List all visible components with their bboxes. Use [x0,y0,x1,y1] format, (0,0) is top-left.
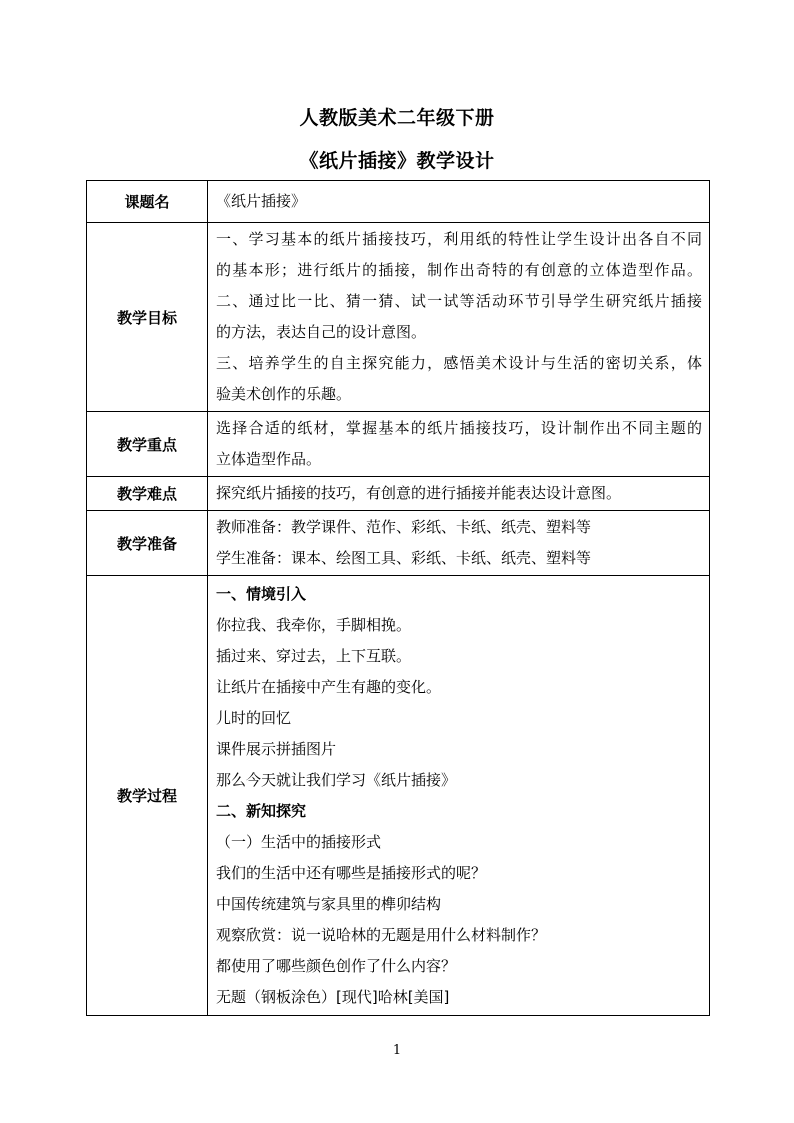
goals-line: 的基本形；进行纸片的插接，制作出奇特的有创意的立体造型作品。 [216,261,702,279]
difficulties-label: 教学难点 [87,477,208,511]
process-line: 你拉我、我牵你，手脚相挽。 [216,615,412,634]
table-row-preparation [87,511,710,576]
goals-line: 一、学习基本的纸片插接技巧，利用纸的特性让学生设计出各自不同 [216,230,702,248]
goals-line: 三、培养学生的自主探究能力，感悟美术设计与生活的密切关系，体 [216,354,702,372]
document-subtitle: 《纸片插接》教学设计 [299,150,495,172]
goals-label: 教学目标 [87,223,208,412]
preparation-label: 教学准备 [87,511,208,576]
goals-content [208,223,710,412]
process-line: 中国传统建筑与家具里的榫卯结构 [216,894,442,913]
process-line: 插过来、穿过去，上下互联。 [216,646,412,665]
process-line: 观察欣赏：说一说哈林的无题是用什么材料制作？ [216,925,547,944]
table-row-process [87,576,710,1016]
process-section-heading: 一、情境引入 [216,584,307,603]
difficulties-line: 探究纸片插接的技巧，有创意的进行插接并能表达设计意图。 [216,484,622,502]
topic-label: 课题名 [87,181,208,223]
process-line: （一）生活中的插接形式 [216,832,382,851]
process-line: 课件展示拼插图片 [216,739,337,758]
process-label: 教学过程 [87,576,208,1016]
goals-line: 二、通过比一比、猜一猜、试一试等活动环节引导学生研究纸片插接 [216,292,702,310]
key-points-line: 选择合适的纸材，掌握基本的纸片插接技巧，设计制作出不同主题的 [216,419,702,437]
process-line: 让纸片在插接中产生有趣的变化。 [216,677,442,696]
document-title: 人教版美术二年级下册 [299,107,495,129]
topic-value [208,181,710,223]
difficulties-content [208,477,710,511]
topic-value-text: 《纸片插接》 [216,192,307,210]
key-points-line: 立体造型作品。 [216,450,322,468]
preparation-content [208,511,710,576]
process-line: 儿时的回忆 [216,708,292,727]
process-line: 我们的生活中还有哪些是插接形式的呢？ [216,863,487,882]
table-row-goals [87,223,710,412]
process-line: 无题（钢板涂色）[现代]哈林[美国] [216,987,450,1006]
goals-line: 的方法，表达自己的设计意图。 [216,323,427,341]
table-row-key-points [87,412,710,477]
process-line: 那么今天就让我们学习《纸片插接》 [216,770,457,789]
preparation-line: 学生准备：课本、绘图工具、彩纸、卡纸、纸壳、塑料等 [216,549,592,567]
key-points-content [208,412,710,477]
process-line: 都使用了哪些颜色创作了什么内容？ [216,956,457,975]
page-number: 1 [392,1043,402,1058]
preparation-line: 教师准备：教学课件、范作、彩纸、卡纸、纸壳、塑料等 [216,518,592,536]
process-content [208,576,710,1016]
table-row-difficulties [87,477,710,511]
process-section-heading: 二、新知探究 [216,801,307,820]
table-row-topic [87,181,710,223]
goals-line: 验美术创作的乐趣。 [216,385,352,403]
key-points-label: 教学重点 [87,412,208,477]
lesson-plan-table [86,180,710,1016]
